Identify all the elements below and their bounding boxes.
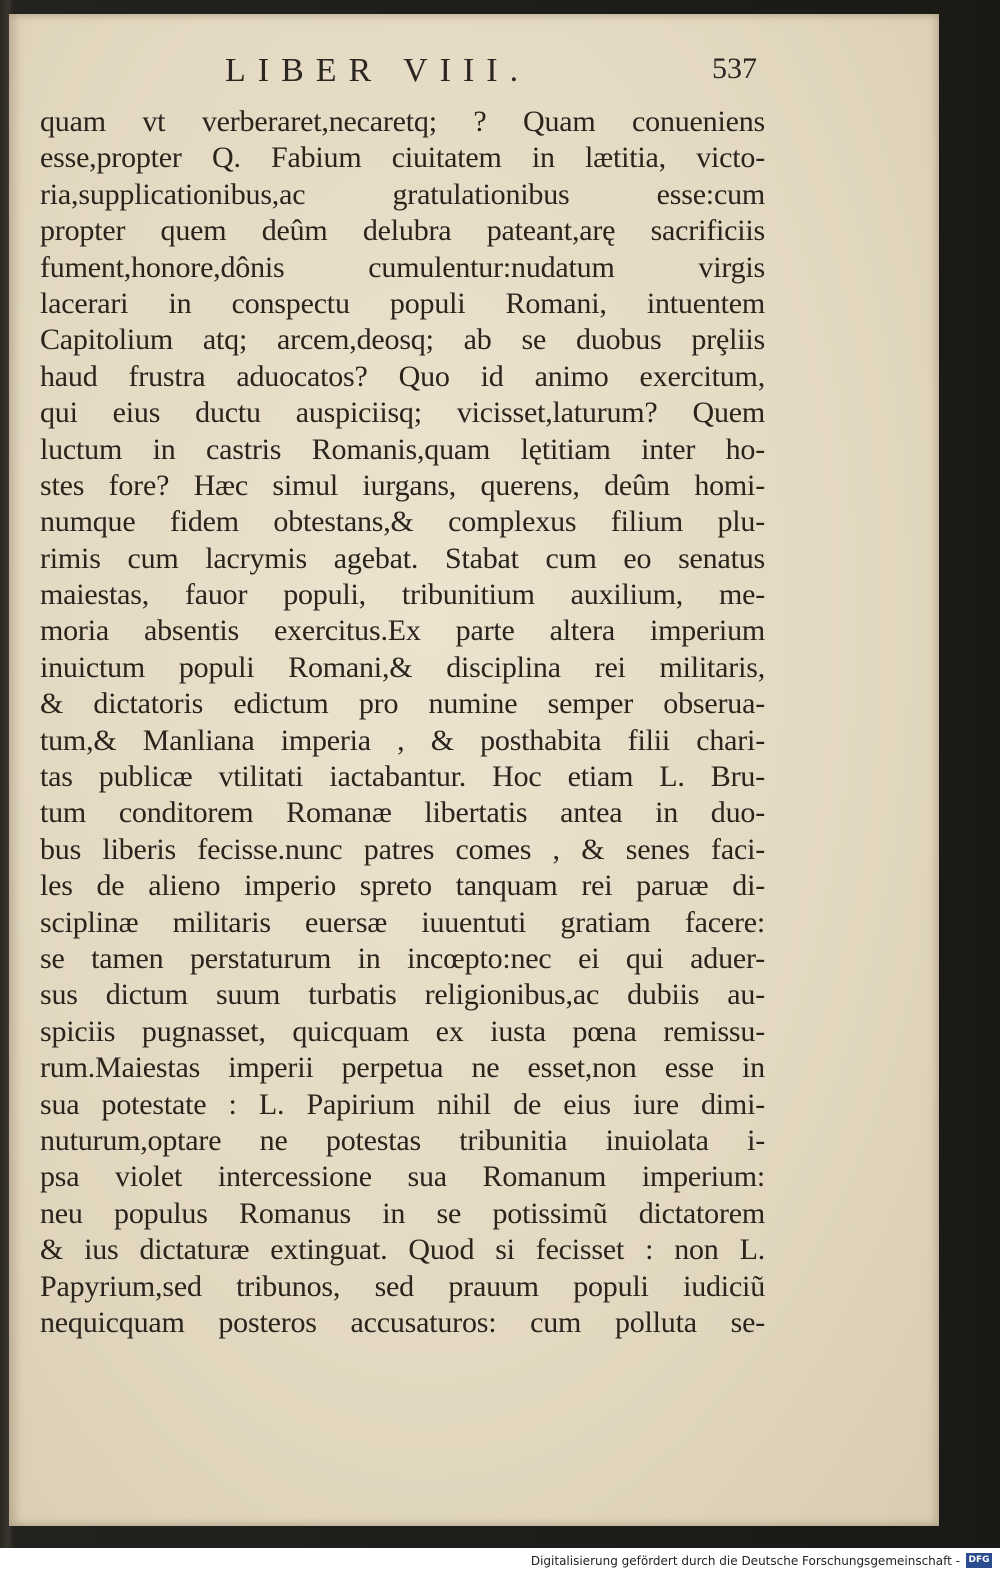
text-line: bus liberis fecisse.nunc patres comes , & senes faci- bbox=[40, 832, 765, 866]
funding-credit: Digitalisierung gefördert durch die Deutsche Forschungsgemeinschaft - bbox=[530, 1554, 960, 1568]
text-line: se tamen perstaturum in incœpto:nec ei qui aduer- bbox=[40, 941, 765, 975]
text-line: luctum in castris Romanis,quam lętitiam inter ho- bbox=[40, 432, 765, 466]
text-line: tum conditorem Romanæ libertatis antea in duo- bbox=[40, 796, 765, 830]
text-line: spiciis pugnasset, quicquam ex iusta pœna remissu- bbox=[40, 1014, 765, 1048]
text-line: & ius dictaturæ extinguat. Quod si fecisset : non L. bbox=[40, 1233, 765, 1267]
running-head-title: LIBER VIII. bbox=[225, 52, 531, 89]
text-line: maiestas, fauor populi, tribunitium auxilium, me- bbox=[40, 578, 765, 612]
text-line: sus dictum suum turbatis religionibus,ac dubiis au- bbox=[40, 978, 765, 1012]
text-line: esse,propter Q. Fabium ciuitatem in lætitia, victo- bbox=[40, 141, 765, 175]
text-line: tum,& Manliana imperia , & posthabita filii chari- bbox=[40, 723, 765, 757]
text-line: stes fore? Hæc simul iurgans, querens, deûm homi- bbox=[40, 468, 765, 502]
text-line: psa violet intercessione sua Romanum imperium: bbox=[40, 1160, 765, 1194]
text-line: neu populus Romanus in se potissimũ dictatorem bbox=[40, 1196, 765, 1230]
text-line: quam vt verberaret,necaretq; ? Quam conueniens bbox=[40, 105, 765, 138]
page-number: 537 bbox=[712, 52, 757, 85]
text-line: Capitolium atq; arcem,deosq; ab se duobus prȩliis bbox=[40, 323, 765, 357]
text-line: lacerari in conspectu populi Romani, intuentem bbox=[40, 286, 765, 320]
text-line: qui eius ductu auspiciisq; vicisset,laturum? Quem bbox=[40, 396, 765, 430]
text-line: inuictum populi Romani,& disciplina rei militaris, bbox=[40, 650, 765, 684]
text-line: ria,supplicationibus,ac gratulationibus esse:cum bbox=[40, 177, 765, 211]
text-line: propter quem deûm delubra pateant,arę sacrificiis bbox=[40, 214, 765, 248]
text-line: nequicquam posteros accusaturos: cum polluta se- bbox=[40, 1305, 765, 1339]
body-text bbox=[40, 104, 765, 1341]
book-page bbox=[9, 14, 939, 1526]
text-line: numque fidem obtestans,& complexus filium plu- bbox=[40, 505, 765, 539]
text-line: sua potestate : L. Papirium nihil de eius iure dimi- bbox=[40, 1087, 765, 1121]
dfg-logo: DFG bbox=[966, 1553, 992, 1568]
text-line: Papyrium,sed tribunos, sed prauum populi iudiciũ bbox=[40, 1269, 765, 1303]
text-line: fument,honore,dônis cumulentur:nudatum virgis bbox=[40, 250, 765, 284]
digitization-footer bbox=[0, 1548, 1000, 1576]
text-line: moria absentis exercitus.Ex parte altera imperium bbox=[40, 614, 765, 648]
text-line: les de alieno imperio spreto tanquam rei paruæ di- bbox=[40, 869, 765, 903]
text-line: rimis cum lacrymis agebat. Stabat cum eo senatus bbox=[40, 541, 765, 575]
text-line: tas publicæ vtilitati iactabantur. Hoc etiam L. Bru- bbox=[40, 760, 765, 794]
text-line: rum.Maiestas imperii perpetua ne esset,non esse in bbox=[40, 1051, 765, 1085]
text-line: nuturum,optare ne potestas tribunitia inuiolata i- bbox=[40, 1123, 765, 1157]
text-line: sciplinæ militaris euersæ iuuentuti gratiam facere: bbox=[40, 905, 765, 939]
text-line: & dictatoris edictum pro numine semper obserua- bbox=[40, 687, 765, 721]
running-head bbox=[9, 52, 939, 100]
text-line: haud frustra aduocatos? Quo id animo exercitum, bbox=[40, 359, 765, 393]
